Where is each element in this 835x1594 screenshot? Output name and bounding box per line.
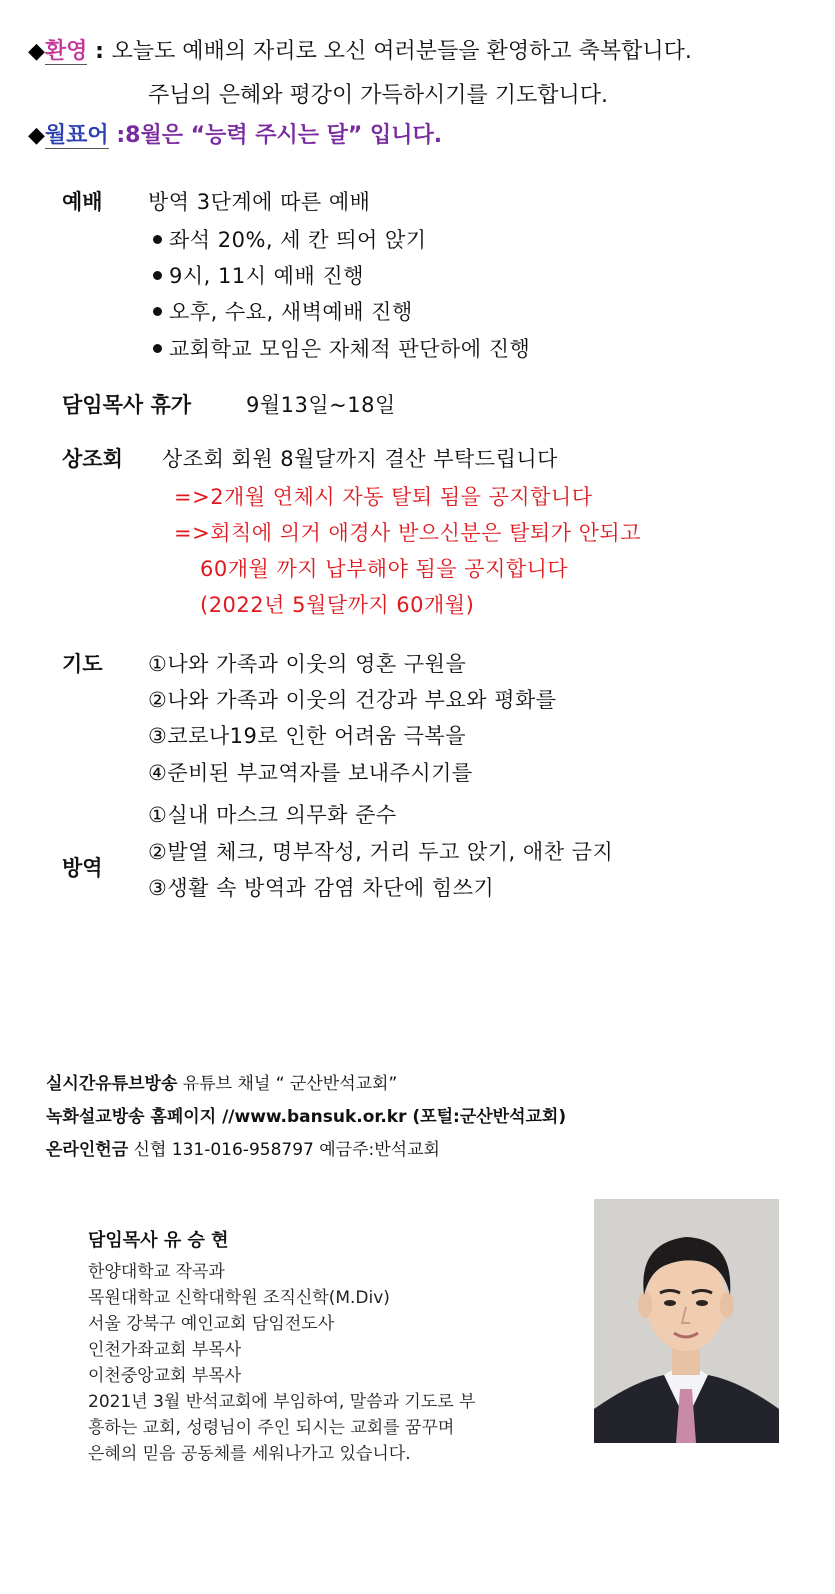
- live-label: 실시간유튜브방송: [46, 1074, 178, 1094]
- worship-item: [153, 224, 427, 254]
- worship-item-text: 교회학교 모임은 자체적 판단하에 진행: [169, 337, 531, 361]
- offering-label: 온라인헌금: [46, 1140, 129, 1160]
- quarantine-item: ③생활 속 방역과 감염 차단에 힘쓰기: [148, 876, 495, 900]
- month-slogan: [28, 118, 442, 149]
- pastor-bio: [88, 1259, 476, 1467]
- prayer-item: ①나와 가족과 이웃의 영혼 구원을: [148, 652, 467, 676]
- sermon-broadcast: [46, 1102, 566, 1127]
- bullet-icon: [153, 307, 162, 316]
- worship-label: 예배: [62, 190, 103, 214]
- quarantine-item: ①실내 마스크 의무화 준수: [148, 803, 397, 827]
- bio-line: 은혜의 믿음 공동체를 세워나가고 있습니다.: [88, 1444, 411, 1464]
- diamond-icon: ◆: [28, 123, 45, 148]
- diamond-icon: ◆: [28, 39, 45, 64]
- bio-line: 이천중앙교회 부목사: [88, 1366, 242, 1386]
- mutual-aid-line: 상조회 회원 8월달까지 결산 부탁드립니다: [162, 447, 558, 471]
- mutual-aid-notice: (2022년 5월달까지 60개월): [200, 593, 475, 617]
- quarantine-item: ②발열 체크, 명부작성, 거리 두고 앉기, 애찬 금지: [148, 840, 614, 864]
- vacation-value: 9월13일~18일: [246, 393, 396, 417]
- bullet-icon: [153, 235, 162, 244]
- sermon-value: 홈페이지 //www.bansuk.or.kr (포털:군산반석교회): [144, 1107, 567, 1127]
- pastor-photo: [594, 1199, 779, 1443]
- sermon-label: 녹화설교방송: [46, 1107, 145, 1127]
- online-offering: [46, 1135, 440, 1160]
- pastor-title: 담임목사 유 승 현: [88, 1230, 229, 1251]
- offering-value: 신협 131-016-958797 예금주:반석교회: [128, 1140, 440, 1160]
- prayer-item: ④준비된 부교역자를 보내주시기를: [148, 761, 473, 785]
- live-value: 유튜브 채널 “ 군산반석교회”: [177, 1074, 398, 1094]
- worship-item: [153, 333, 530, 363]
- mutual-aid-notice: 60개월 까지 납부해야 됨을 공지합니다: [200, 557, 569, 581]
- month-text: :8월은 “능력 주시는 달” 입니다.: [108, 123, 443, 148]
- pastor-portrait-icon: [594, 1199, 779, 1443]
- welcome-text: 오늘도 예배의 자리로 오신 여러분들을 환영하고 축복합니다.: [111, 39, 692, 64]
- worship-item: [153, 296, 413, 326]
- mutual-aid-notice: =>회칙에 의거 애경사 받으신분은 탈퇴가 안되고: [174, 521, 642, 545]
- prayer-item: ②나와 가족과 이웃의 건강과 부요와 평화를: [148, 688, 557, 712]
- worship-item-text: 9시, 11시 예배 진행: [169, 264, 364, 288]
- welcome-line-1: [28, 34, 692, 65]
- live-broadcast: [46, 1069, 397, 1094]
- welcome-line-2: 주님의 은혜와 평강이 가득하시기를 기도합니다.: [148, 83, 609, 108]
- worship-item: [153, 260, 364, 290]
- prayer-item: ③코로나19로 인한 어려움 극복을: [148, 724, 467, 748]
- welcome-keyword: 환영: [44, 39, 88, 64]
- quarantine-label: 방역: [62, 856, 103, 880]
- bio-line: 2021년 3월 반석교회에 부임하여, 말씀과 기도로 부: [88, 1392, 476, 1412]
- welcome-colon: :: [87, 39, 112, 64]
- bio-line: 한양대학교 작곡과: [88, 1262, 225, 1282]
- month-keyword: 월표어: [44, 123, 109, 148]
- worship-headline: 방역 3단계에 따른 예배: [148, 190, 371, 214]
- prayer-label: 기도: [62, 652, 103, 676]
- worship-item-text: 오후, 수요, 새벽예배 진행: [169, 300, 413, 324]
- bio-line: 인천가좌교회 부목사: [88, 1340, 242, 1360]
- bio-line: 서울 강북구 예인교회 담임전도사: [88, 1314, 335, 1334]
- vacation-label: 담임목사 휴가: [62, 393, 192, 417]
- mutual-aid-notice: =>2개월 연체시 자동 탈퇴 됨을 공지합니다: [174, 485, 593, 509]
- bio-line: 목원대학교 신학대학원 조직신학(M.Div): [88, 1288, 390, 1308]
- worship-item-text: 좌석 20%, 세 칸 띄어 앉기: [169, 228, 427, 252]
- mutual-aid-label: 상조회: [62, 447, 123, 471]
- bio-line: 흥하는 교회, 성령님이 주인 되시는 교회를 꿈꾸며: [88, 1418, 455, 1438]
- bullet-icon: [153, 271, 162, 280]
- bullet-icon: [153, 344, 162, 353]
